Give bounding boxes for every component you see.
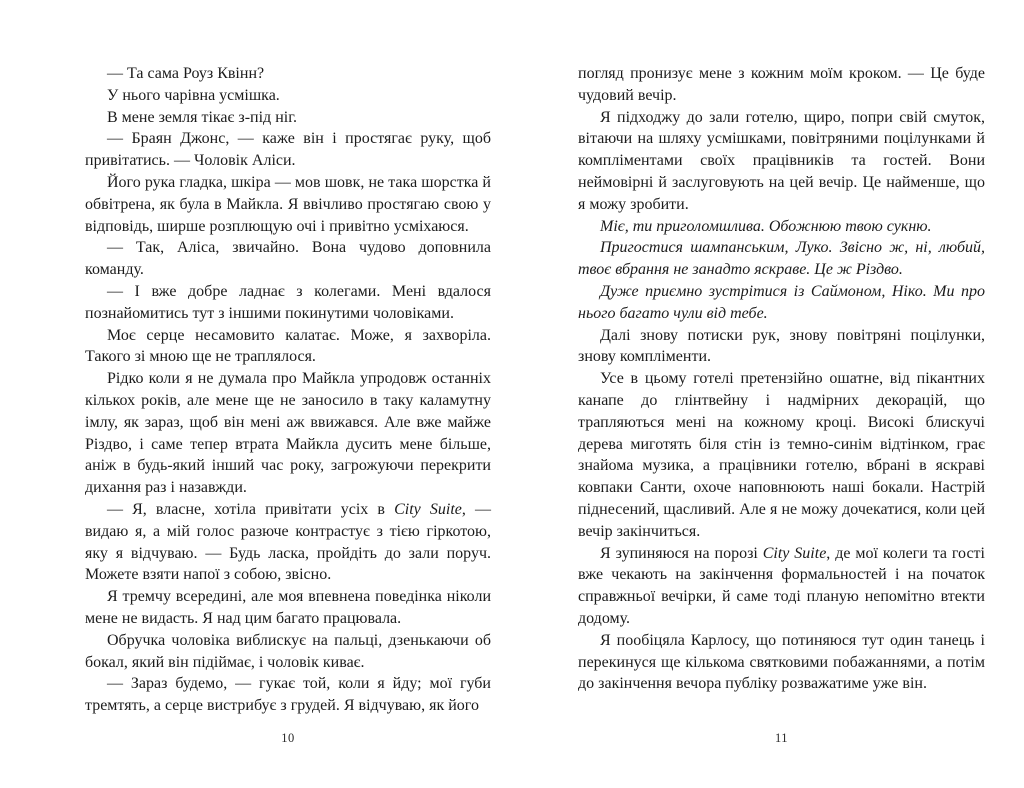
text-run: — Зараз будемо, — гукає той, коли я йду; мої губи тремтять, а серце вистрибує з грудей. Я відчуваю, як його [85, 675, 491, 715]
paragraph [85, 172, 491, 237]
text-run: Рідко коли я не думала про Майкла упродовж останніх кількох років, але мене ще не заносило в таку каламутну імлу, як зараз, щоб він мені аж ввижався. Але вже майже Різдво, і саме тепер втрата Майкла дусить мене більше, аніж в будь-який інший час року, загрожуючи перекрити дихання раз і назавжди. [85, 370, 491, 497]
text-run: City Suite [394, 500, 462, 518]
text-run: Моє серце несамовито калатає. Може, я захворіла. Такого зі мною ще не траплялося. [85, 326, 491, 366]
paragraph [85, 237, 491, 281]
page-right [578, 63, 985, 745]
paragraph [85, 586, 491, 630]
paragraph [578, 368, 985, 542]
paragraph [578, 107, 985, 216]
paragraph [85, 368, 491, 499]
text-run: , — видаю я, а мій голос разюче контрастує з тією гіркотою, яку я відчуваю. — Будь ласка, пройдіть до зали поруч. Можете взяти напої з собою, звісно. [85, 500, 491, 584]
text-run: Я зупиняюся на порозі [600, 544, 763, 562]
text-run: — Браян Джонс, — каже він і простягає руку, щоб привітатись. — Чоловік Аліси. [85, 130, 491, 170]
page-left-text [85, 63, 491, 717]
paragraph [578, 543, 985, 630]
paragraph [85, 630, 491, 674]
paragraph [85, 673, 491, 717]
paragraph [578, 325, 985, 369]
text-run: погляд пронизує мене з кожним моїм кроком. — Це буде чудовий вечір. [578, 65, 985, 104]
paragraph [85, 281, 491, 325]
text-run: — Та сама Роуз Квінн? [107, 65, 265, 82]
text-run: В мене земля тікає з-під ніг. [107, 108, 297, 126]
text-run: У нього чарівна усмішка. [107, 86, 280, 104]
text-run: Далі знову потиски рук, знову повітряні поцілунки, знову компліменти. [578, 326, 985, 366]
paragraph [578, 216, 985, 238]
paragraph [85, 63, 491, 85]
text-run: — І вже добре ладнає з колегами. Мені вдалося познайомитись тут з іншими покинутими чоловіками. [85, 282, 491, 322]
page-right-text [578, 63, 985, 695]
text-run: Пригостися шампанським, Луко. Звісно ж, ні, любий, твоє вбрання не занадто яскраве. Це ж Різдво. [578, 239, 985, 279]
paragraph [578, 630, 985, 695]
paragraph [85, 85, 491, 107]
page-left [85, 63, 491, 745]
text-run: Його рука гладка, шкіра — мов шовк, не така шорстка й обвітрена, як була в Майкла. Я ввічливо простягаю свою у відповідь, ширше розплющую очі і привітно усміхаюся. [85, 173, 491, 235]
text-run: Міє, ти приголомшлива. Обожнюю твою сукню. [600, 217, 932, 235]
text-run: Я підходжу до зали готелю, щиро, попри свій смуток, вітаючи на шляху усмішками, повітряними поцілунками й компліментами своїх працівників та гостей. Вони неймовірні й заслуговують на цей вечір. Це найменше, що я можу зробити. [578, 108, 985, 213]
text-run: Я тремчу всередині, але моя впевнена поведінка ніколи мене не видасть. Я над цим багато працювала. [85, 588, 491, 627]
paragraph [85, 325, 491, 369]
paragraph [85, 499, 491, 586]
text-run: City Suite [762, 544, 827, 562]
text-run: — Так, Аліса, звичайно. Вона чудово доповнила команду. [85, 239, 491, 279]
text-run: — Я, власне, хотіла привітати усіх в [107, 500, 395, 518]
text-run: , де мої колеги та гості вже чекають на закінчення формальностей і на початок справжньої вечірки, й саме тоді планую непомітно втекти додому. [578, 544, 985, 627]
text-run: Обручка чоловіка виблискує на пальці, дзенькаючи об бокал, який він підіймає, і чоловік киває. [85, 631, 491, 671]
paragraph [578, 281, 985, 325]
text-run: Дуже приємно зустрітися із Саймоном, Ніко. Ми про нього багато чули від тебе. [578, 282, 985, 322]
paragraph [85, 128, 491, 172]
page-number-left: 10 [281, 731, 295, 745]
paragraph [578, 63, 985, 107]
text-run: Усе в цьому готелі претензійно ошатне, від пікантних канапе до глінтвейну і надмірних декорацій, що трапляються мені на кожному кроці. Високі блискучі дерева миготять біля стін із темно-синім відтінком, грає знайома музика, а працівники готелю, вбрані в яскраві ковпаки Санти, охоче наповнюють наші бокали. Настрій піднесений, щасливий. Але я не можу дочекатися, коли цей вечір закінчиться. [578, 370, 985, 540]
paragraph [578, 237, 985, 281]
paragraph [85, 107, 491, 129]
text-run: Я пообіцяла Карлосу, що потиняюся тут один танець і перекинуся ще кількома святковими побажаннями, а потім до закінчення вечора публіку розважатиме уже він. [578, 631, 985, 693]
page-number-right: 11 [774, 731, 789, 745]
